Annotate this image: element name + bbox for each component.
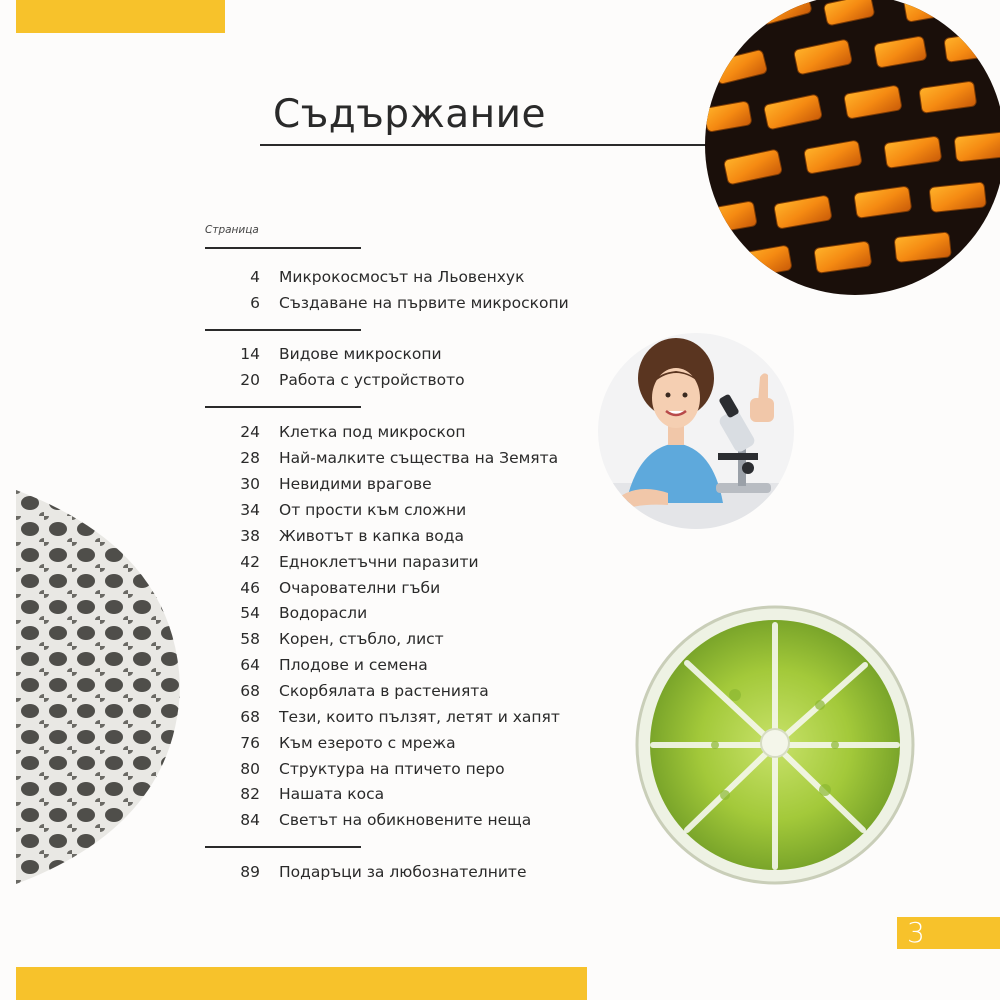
toc-page: 14 (240, 345, 260, 363)
toc-title: Подаръци за любознателните (279, 863, 527, 881)
toc-entry[interactable] (205, 808, 625, 832)
section-divider (205, 846, 361, 848)
toc-entry[interactable] (205, 653, 625, 677)
toc-title: Водорасли (279, 604, 368, 622)
toc-entry[interactable] (205, 860, 625, 884)
toc-title: Едноклетъчни паразити (279, 553, 479, 571)
toc-page: 46 (240, 579, 260, 597)
toc-entry[interactable] (205, 472, 625, 496)
section-divider (205, 329, 361, 331)
toc-entry[interactable] (205, 705, 625, 729)
toc-entry[interactable] (205, 550, 625, 574)
toc-entry[interactable] (205, 368, 625, 392)
toc-page: 42 (240, 553, 260, 571)
toc-title: Към езерото с мрежа (279, 734, 456, 752)
title-underline (260, 144, 710, 146)
toc-title: От прости към сложни (279, 501, 467, 519)
toc-page: 68 (240, 682, 260, 700)
toc-entry[interactable] (205, 498, 625, 522)
toc-page: 30 (240, 475, 260, 493)
page-number-box (897, 917, 1000, 949)
toc-title: Работа с устройството (279, 371, 465, 389)
toc-page: 20 (240, 371, 260, 389)
toc-entry[interactable] (205, 446, 625, 470)
toc-title: Светът на обикновените неща (279, 811, 532, 829)
page-number: 3 (907, 916, 925, 949)
section-divider (205, 247, 361, 249)
toc-page: 54 (240, 604, 260, 622)
toc-title: Най-малките същества на Земята (279, 449, 559, 467)
toc-entry[interactable] (205, 679, 625, 703)
toc-title: Скорбялата в растенията (279, 682, 489, 700)
toc-entry[interactable] (205, 524, 625, 548)
toc-page: 4 (250, 268, 260, 286)
toc-page: 80 (240, 760, 260, 778)
toc-page: 6 (250, 294, 260, 312)
toc-title: Микрокосмосът на Льовенхук (279, 268, 525, 286)
toc-page: 38 (240, 527, 260, 545)
toc-title: Животът в капка вода (279, 527, 465, 545)
toc-page: 58 (240, 630, 260, 648)
toc-title: Клетка под микроскоп (279, 423, 466, 441)
toc-entry[interactable] (205, 731, 625, 755)
toc-title: Очарователни гъби (279, 579, 441, 597)
toc-page: 64 (240, 656, 260, 674)
toc-title: Корен, стъбло, лист (279, 630, 444, 648)
toc-title: Създаване на първите микроскопи (279, 294, 569, 312)
diatom-algae-image (625, 595, 925, 895)
butterfly-wing-scales-image (705, 0, 1000, 295)
toc-title: Невидими врагове (279, 475, 432, 493)
toc-page: 82 (240, 785, 260, 803)
toc-page: 76 (240, 734, 260, 752)
toc-entry[interactable] (205, 420, 625, 444)
toc-title: Тези, които пълзят, летят и хапят (279, 708, 560, 726)
toc-page: 84 (240, 811, 260, 829)
toc-entry[interactable] (205, 342, 625, 366)
toc-entry[interactable] (205, 757, 625, 781)
toc-title: Плодове и семена (279, 656, 428, 674)
toc-entry[interactable] (205, 265, 625, 289)
foam-structure-image (16, 490, 180, 884)
bottom-accent-bar (16, 967, 587, 1000)
toc-page: 28 (240, 449, 260, 467)
toc-title: Структура на птичето перо (279, 760, 505, 778)
toc-page: 24 (240, 423, 260, 441)
toc-page: 68 (240, 708, 260, 726)
toc-entry[interactable] (205, 782, 625, 806)
toc-page: 89 (240, 863, 260, 881)
toc-title: Видове микроскопи (279, 345, 442, 363)
toc-entry[interactable] (205, 576, 625, 600)
page-column-label: Страница (205, 224, 259, 236)
toc-entry[interactable] (205, 601, 625, 625)
toc-entry[interactable] (205, 627, 625, 651)
girl-with-microscope-photo (598, 333, 794, 529)
toc-title: Нашата коса (279, 785, 385, 803)
page-title: Съдържание (273, 92, 546, 137)
toc-entry[interactable] (205, 291, 625, 315)
toc-page: 34 (240, 501, 260, 519)
top-accent-bar (16, 0, 225, 33)
section-divider (205, 406, 361, 408)
